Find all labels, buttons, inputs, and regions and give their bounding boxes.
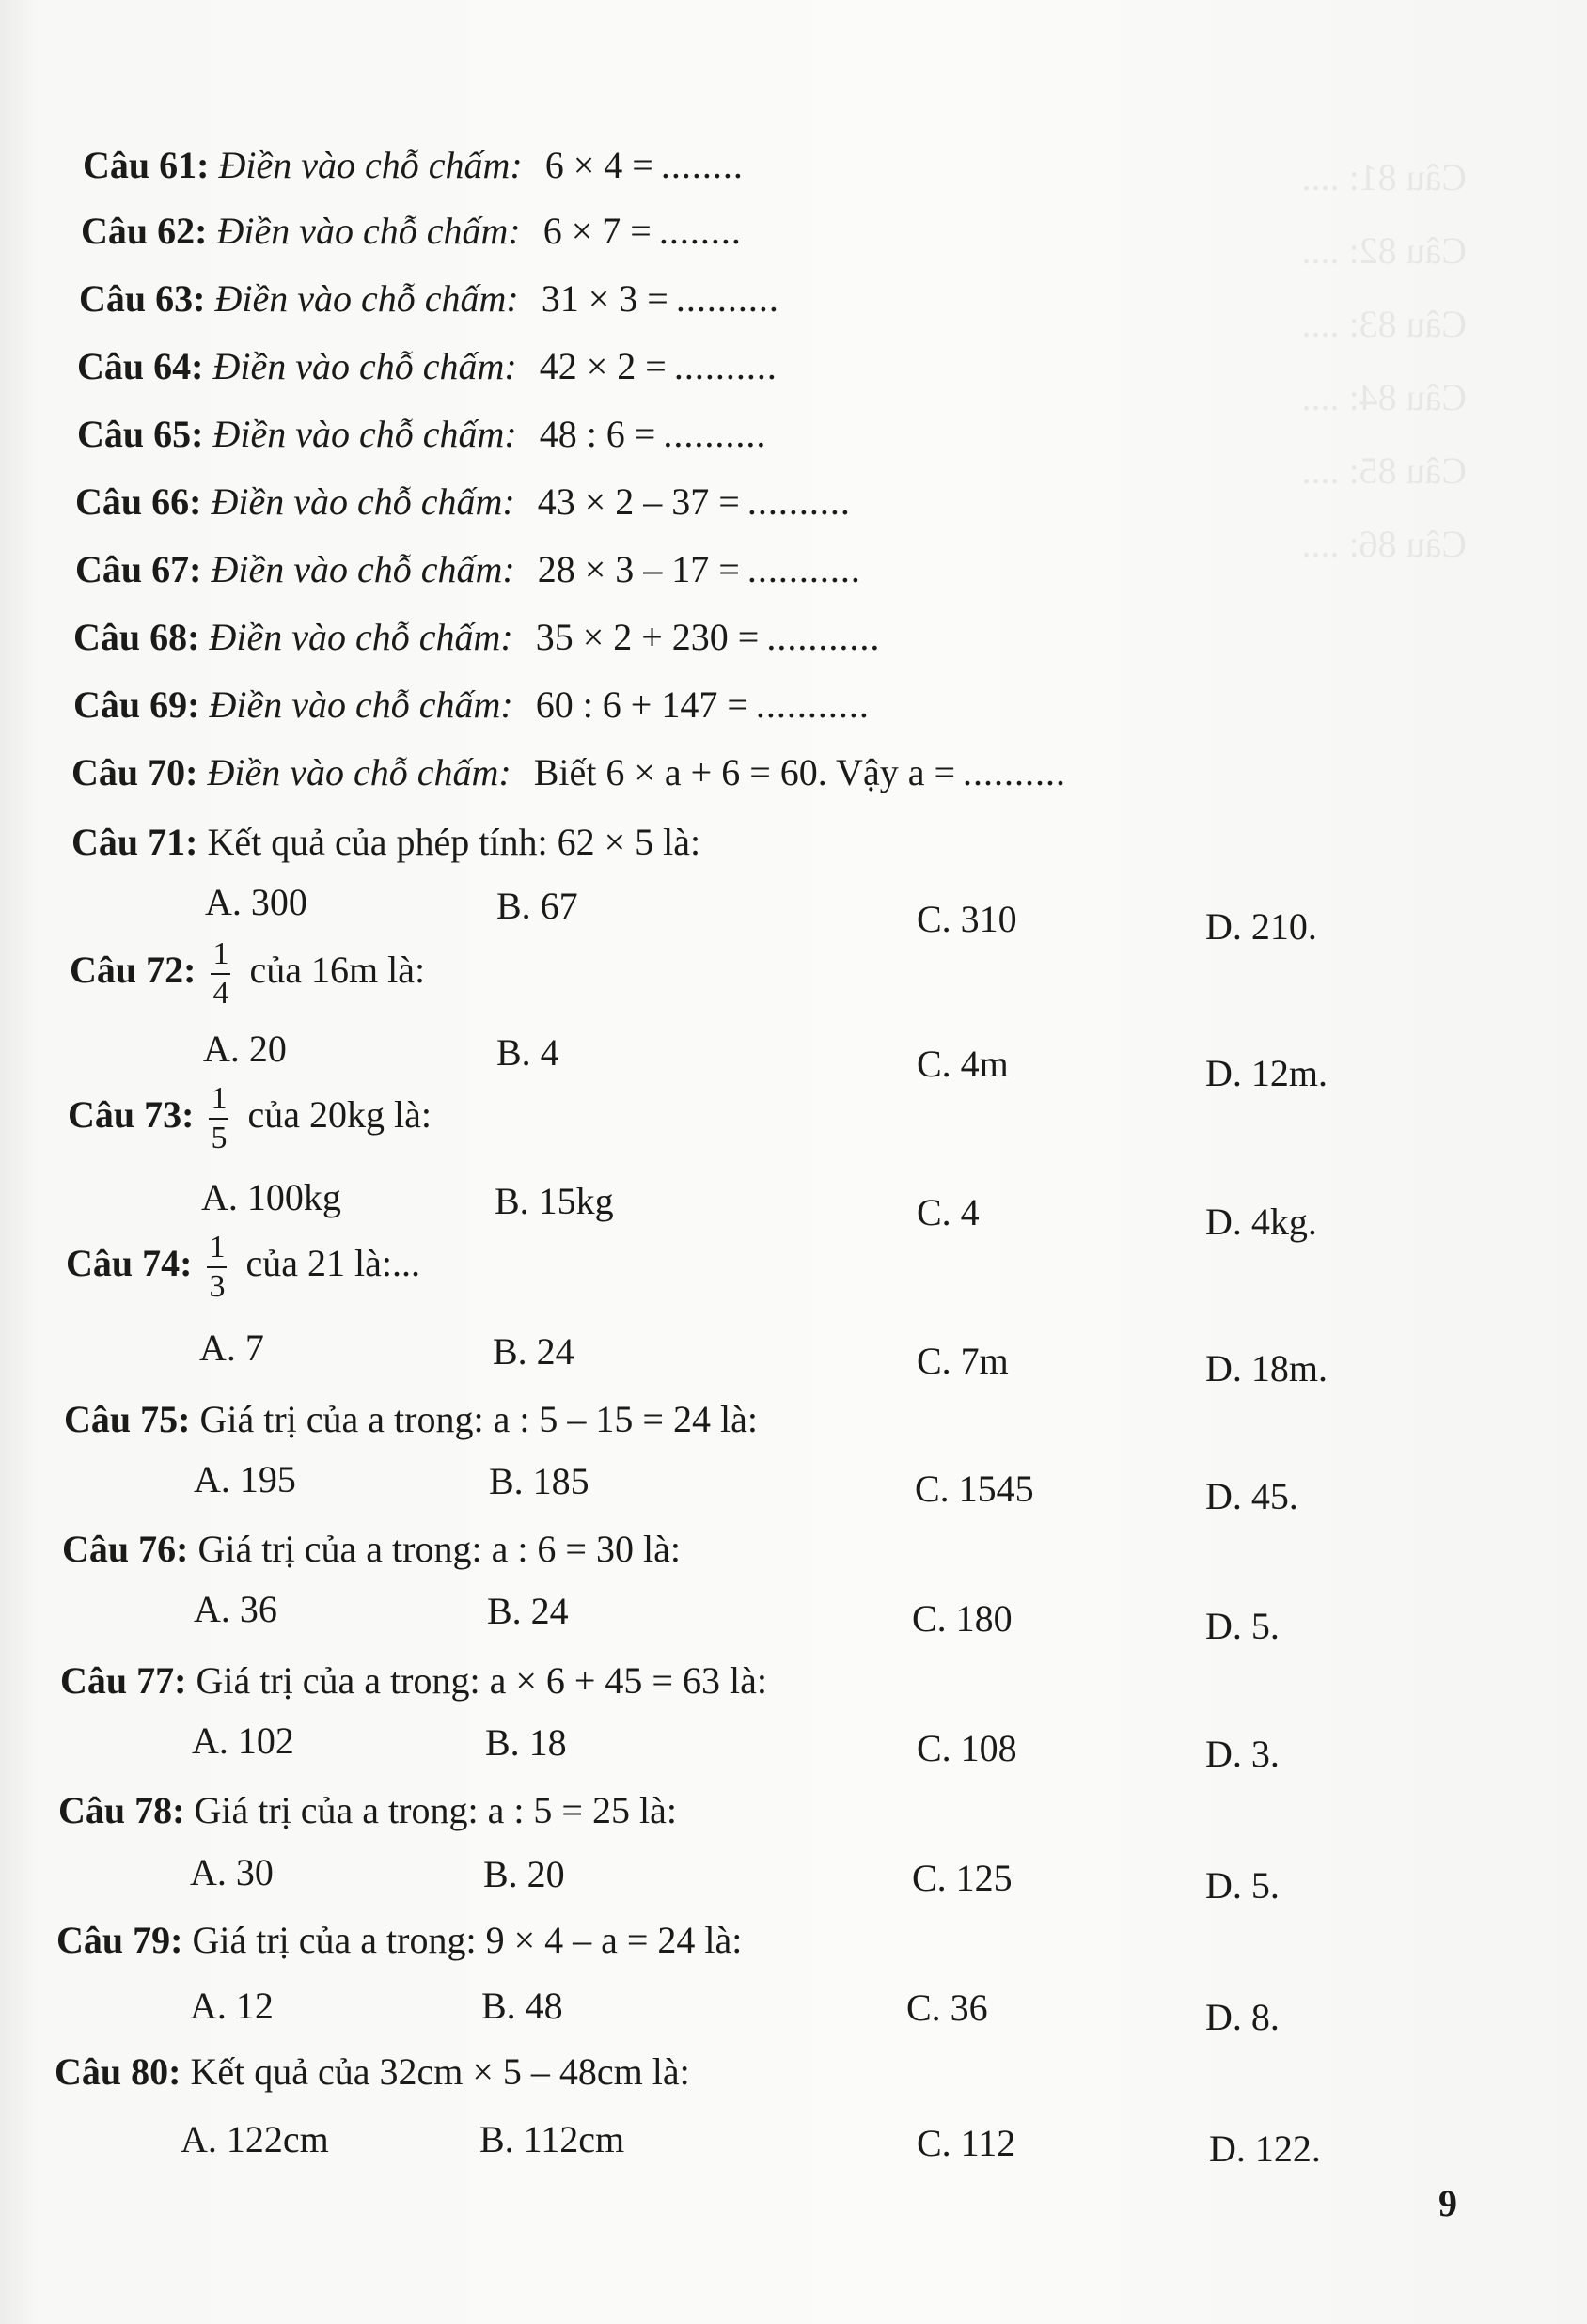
question-label: Câu 76: bbox=[62, 1528, 189, 1570]
question-expression: 31 × 3 = bbox=[541, 277, 668, 320]
answer-blank[interactable]: .......... bbox=[963, 751, 1067, 793]
option-b[interactable]: B. 24 bbox=[487, 1590, 569, 1632]
option-d[interactable]: D. 8. bbox=[1205, 1996, 1280, 2038]
question-text: Giá trị của a trong: a : 5 = 25 là: bbox=[194, 1789, 677, 1831]
question-label: Câu 64: bbox=[77, 345, 204, 387]
option-c[interactable]: C. 180 bbox=[912, 1597, 1013, 1640]
question-instruction: Điền vào chỗ chấm: bbox=[214, 277, 519, 320]
fraction-numerator: 1 bbox=[207, 1232, 227, 1268]
question-label: Câu 61: bbox=[83, 144, 210, 186]
option-b[interactable]: B. 20 bbox=[483, 1853, 565, 1895]
bleed-through-shadow: Câu 81: .... Câu 82: .... Câu 83: .... Câu 84: .... Câu 85: .... Câu 86: .... bbox=[1301, 156, 1467, 565]
option-a[interactable]: A. 20 bbox=[203, 1028, 287, 1070]
option-d[interactable]: D. 122. bbox=[1209, 2128, 1321, 2170]
question-label: Câu 79: bbox=[56, 1919, 183, 1961]
option-b[interactable]: B. 185 bbox=[489, 1460, 589, 1502]
question-expression: 6 × 4 = bbox=[544, 144, 653, 186]
option-b[interactable]: B. 112cm bbox=[479, 2118, 625, 2160]
option-d[interactable]: D. 12m. bbox=[1205, 1052, 1328, 1094]
option-b[interactable]: B. 48 bbox=[481, 1985, 563, 2027]
option-c[interactable]: C. 108 bbox=[917, 1727, 1017, 1769]
question-instruction: Điền vào chỗ chấm: bbox=[211, 548, 515, 590]
question-74 bbox=[66, 1232, 420, 1303]
fraction-numerator: 1 bbox=[209, 1083, 228, 1120]
question-label: Câu 74: bbox=[66, 1242, 193, 1285]
question-text: của 16m là: bbox=[249, 949, 426, 992]
option-d[interactable]: D. 45. bbox=[1205, 1475, 1298, 1517]
answer-blank[interactable]: ........... bbox=[766, 616, 881, 658]
option-d[interactable]: D. 5. bbox=[1205, 1864, 1280, 1907]
question-63 bbox=[79, 277, 779, 320]
question-71 bbox=[71, 821, 701, 863]
question-text: của 21 là:... bbox=[245, 1242, 420, 1285]
question-78 bbox=[58, 1789, 677, 1831]
question-label: Câu 67: bbox=[75, 548, 202, 590]
option-c[interactable]: C. 125 bbox=[912, 1857, 1013, 1899]
question-69 bbox=[73, 683, 870, 726]
question-72 bbox=[70, 938, 425, 1010]
page-number: 9 bbox=[1438, 2182, 1457, 2224]
answer-blank[interactable]: ........ bbox=[660, 144, 744, 186]
option-b[interactable]: B. 24 bbox=[493, 1330, 574, 1373]
option-d[interactable]: D. 18m. bbox=[1205, 1347, 1328, 1390]
option-d[interactable]: D. 210. bbox=[1205, 905, 1317, 948]
question-instruction: Điền vào chỗ chấm: bbox=[209, 683, 513, 726]
answer-blank[interactable]: ........... bbox=[746, 548, 861, 590]
question-expression: 48 : 6 = bbox=[539, 413, 656, 455]
question-instruction: Điền vào chỗ chấm: bbox=[218, 144, 523, 186]
option-b[interactable]: B. 67 bbox=[496, 885, 578, 927]
question-label: Câu 73: bbox=[68, 1093, 195, 1137]
question-80 bbox=[55, 2050, 690, 2093]
option-a[interactable]: A. 12 bbox=[190, 1985, 274, 2027]
question-79 bbox=[56, 1919, 743, 1961]
question-expression: 43 × 2 – 37 = bbox=[537, 480, 740, 523]
question-61 bbox=[83, 144, 744, 186]
question-expression: 60 : 6 + 147 = bbox=[535, 683, 748, 726]
question-68 bbox=[73, 616, 881, 658]
fraction bbox=[211, 938, 230, 1010]
option-c[interactable]: C. 1545 bbox=[915, 1468, 1034, 1510]
question-text: Giá trị của a trong: a : 6 = 30 là: bbox=[197, 1528, 681, 1570]
question-label: Câu 65: bbox=[77, 413, 204, 455]
question-instruction: Điền vào chỗ chấm: bbox=[211, 480, 515, 523]
option-a[interactable]: A. 300 bbox=[205, 881, 307, 923]
question-62 bbox=[81, 212, 742, 250]
question-label: Câu 75: bbox=[64, 1398, 191, 1440]
question-64 bbox=[77, 345, 778, 387]
answer-blank[interactable]: .......... bbox=[673, 345, 778, 387]
question-expression: 42 × 2 = bbox=[539, 345, 667, 387]
question-expression: 6 × 7 = bbox=[542, 210, 652, 252]
option-b[interactable]: B. 15kg bbox=[495, 1180, 614, 1222]
option-c[interactable]: C. 4 bbox=[917, 1191, 980, 1233]
question-text: của 20kg là: bbox=[247, 1093, 432, 1137]
option-c[interactable]: C. 310 bbox=[917, 898, 1017, 940]
question-75 bbox=[64, 1398, 758, 1440]
question-text: Giá trị của a trong: a : 5 – 15 = 24 là: bbox=[199, 1398, 758, 1440]
fraction-denominator: 4 bbox=[212, 976, 229, 1011]
option-b[interactable]: B. 4 bbox=[496, 1031, 559, 1074]
question-76 bbox=[62, 1528, 681, 1570]
fraction-numerator: 1 bbox=[211, 938, 230, 975]
question-text: Giá trị của a trong: a × 6 + 45 = 63 là: bbox=[196, 1659, 767, 1702]
question-expression: 35 × 2 + 230 = bbox=[535, 616, 760, 658]
fraction-denominator: 3 bbox=[209, 1269, 226, 1304]
question-label: Câu 71: bbox=[71, 821, 198, 863]
question-expression: Biết 6 × a + 6 = 60. Vậy a = bbox=[533, 751, 956, 793]
question-text: Kết quả của 32cm × 5 – 48cm là: bbox=[190, 2050, 690, 2093]
fraction bbox=[209, 1083, 228, 1154]
answer-blank[interactable]: ........... bbox=[755, 683, 870, 726]
question-66 bbox=[75, 480, 851, 523]
option-c[interactable]: C. 7m bbox=[917, 1340, 1009, 1382]
option-a[interactable]: A. 36 bbox=[194, 1588, 277, 1630]
question-instruction: Điền vào chỗ chấm: bbox=[209, 616, 513, 658]
option-b[interactable]: B. 18 bbox=[485, 1721, 567, 1764]
option-a[interactable]: A. 195 bbox=[194, 1458, 296, 1500]
question-instruction: Điền vào chỗ chấm: bbox=[212, 345, 517, 387]
question-text: Kết quả của phép tính: 62 × 5 là: bbox=[207, 821, 701, 863]
question-instruction: Điền vào chỗ chấm: bbox=[216, 210, 521, 252]
question-label: Câu 66: bbox=[75, 480, 202, 523]
option-d[interactable]: D. 4kg. bbox=[1205, 1201, 1317, 1243]
question-label: Câu 72: bbox=[70, 949, 196, 992]
option-d[interactable]: D. 3. bbox=[1205, 1733, 1280, 1775]
answer-blank[interactable]: .......... bbox=[663, 413, 767, 455]
answer-blank[interactable]: .......... bbox=[675, 277, 779, 320]
option-a[interactable]: A. 100kg bbox=[201, 1176, 341, 1218]
question-73 bbox=[68, 1083, 432, 1154]
option-a[interactable]: A. 30 bbox=[190, 1851, 274, 1893]
question-70 bbox=[71, 751, 1067, 793]
question-label: Câu 70: bbox=[71, 751, 198, 793]
fraction-denominator: 5 bbox=[211, 1121, 228, 1155]
question-label: Câu 77: bbox=[60, 1659, 187, 1702]
question-label: Câu 69: bbox=[73, 683, 200, 726]
question-instruction: Điền vào chỗ chấm: bbox=[207, 751, 511, 793]
option-a[interactable]: A. 122cm bbox=[181, 2118, 329, 2160]
question-65 bbox=[77, 413, 767, 455]
option-a[interactable]: A. 102 bbox=[192, 1719, 294, 1762]
option-c[interactable]: C. 4m bbox=[917, 1043, 1009, 1085]
question-67 bbox=[75, 548, 861, 590]
question-text: Giá trị của a trong: 9 × 4 – a = 24 là: bbox=[192, 1919, 743, 1961]
answer-blank[interactable]: .......... bbox=[746, 480, 851, 523]
question-label: Câu 68: bbox=[73, 616, 200, 658]
fraction bbox=[207, 1232, 227, 1303]
question-label: Câu 63: bbox=[79, 277, 206, 320]
option-a[interactable]: A. 7 bbox=[199, 1327, 264, 1369]
option-c[interactable]: C. 112 bbox=[917, 2122, 1016, 2164]
question-label: Câu 62: bbox=[81, 210, 208, 252]
answer-blank[interactable]: ........ bbox=[658, 210, 742, 252]
question-instruction: Điền vào chỗ chấm: bbox=[212, 413, 517, 455]
question-expression: 28 × 3 – 17 = bbox=[537, 548, 740, 590]
question-77 bbox=[60, 1659, 767, 1702]
question-label: Câu 80: bbox=[55, 2050, 181, 2093]
question-label: Câu 78: bbox=[58, 1789, 185, 1831]
option-c[interactable]: C. 36 bbox=[906, 1986, 988, 2029]
option-d[interactable]: D. 5. bbox=[1205, 1605, 1280, 1647]
